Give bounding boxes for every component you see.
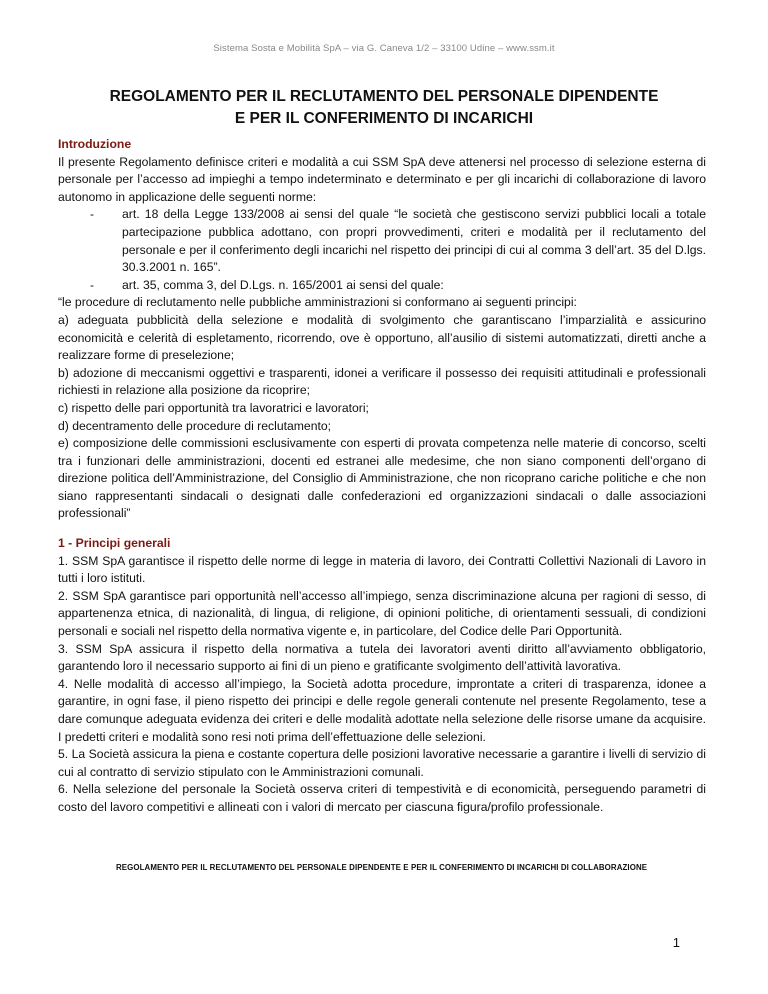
section1-item: 6. Nella selezione del personale la Società osserva criteri di tempestività e di economicità, perseguendo parametri di costo del lavoro competitivi e allineati con i valori di mercato per ciascuna figura/profilo professionale. [58,782,706,814]
intro-bullet-text: art. 35, comma 3, del D.Lgs. n. 165/2001 ai sensi del quale: [122,277,444,292]
intro-bullet: - art. 18 della Legge 133/2008 ai sensi del quale “le società che gestiscono servizi pubblici locali a totale partecipazione pubblica adottano, con propri provvedimenti, criteri e modalità per il reclutamento del personale e per il conferimento degli incarichi nel rispetto dei principi di cui al comma 3 dell’art. 35 del D.lgs. 30.3.2001 n. 165”. [90,207,706,275]
quote-intro: “le procedure di reclutamento nelle pubbliche amministrazioni si conformano ai seguenti principi: [58,295,577,310]
title-line-2: E PER IL CONFERIMENTO DI INCARICHI [234,110,534,127]
principle-item: b) adozione di meccanismi oggettivi e trasparenti, idonei a verificare il possesso dei requisiti attitudinali e professionali richiesti in relazione alla posizione da ricoprire; [58,365,706,398]
principle-item: e) composizione delle commissioni esclusivamente con esperti di provata competenza nelle materie di concorso, scelti tra i funzionari delle amministrazioni, docenti ed estranei alle medesime, che non siano componenti dell’organo di direzione politica dell’Amministrazione, del Consiglio di Amministrazione, che non ricoprano cariche politiche e che non siano rappresentanti sindacali o designati dalle confederazioni ed organizzazioni sindacali o dalle associazioni professionali” [58,436,706,521]
running-header: Sistema Sosta e Mobilità SpA – via G. Caneva 1/2 – 33100 Udine – www.ssm.it [213,43,555,54]
principle-item: d) decentramento delle procedure di reclutamento; [58,418,332,433]
document-title [60,86,708,130]
section1-item: 2. SSM SpA garantisce pari opportunità nell’accesso all’impiego, senza discriminazione alcuna per ragioni di sesso, di appartenenza etnica, di nazionalità, di lingua, di religione, di opinioni politiche, di orientamenti sessuali, di condizioni personali e sociali nel rispetto della normativa vigente e, in particolare, del Codice delle Pari Opportunità. [58,588,706,639]
section1-item: 3. SSM SpA assicura il rispetto della normativa a tutela dei lavoratori aventi diritto all’avviamento obbligatorio, garantendo loro il necessario supporto ai fini di un pieno e gratificante svolgimento dell’attività lavorativa. [58,641,706,674]
document-body [58,136,706,817]
intro-paragraph: Il presente Regolamento definisce criteri e modalità a cui SSM SpA deve attenersi nel processo di selezione esterna di personale per l’accesso ad impieghi a tempo indeterminato e determinato e per gli incarichi di collaborazione di lavoro autonomo in applicazione delle seguenti norme: [58,154,706,204]
section1-item: 4. Nelle modalità di accesso all’impiego, la Società adotta procedure, improntate a criteri di trasparenza, idonee a garantire, in ogni fase, il pieno rispetto dei principi e delle regole generali contenute nel presente Regolamento, tese a dare comunque adeguata evidenza dei criteri e delle modalità adottate nella selezione delle risorse umane da acquisire. I predetti criteri e modalità sono resi noti prima dell’effettuazione delle selezioni. [58,676,706,744]
principle-item: a) adeguata pubblicità della selezione e modalità di svolgimento che garantiscano l’imparzialità e assicurino economicità e celerità di espletamento, ricorrendo, ove è opportuno, all’ausilio di sistemi automatizzati, diretti anche a realizzare forme di preselezione; [58,312,706,363]
section1-heading: 1 - Principi generali [58,536,171,551]
intro-heading: Introduzione [58,137,132,151]
principle-item: c) rispetto delle pari opportunità tra lavoratrici e lavoratori; [58,400,369,415]
body-text [58,136,706,817]
intro-bullet-text: art. 18 della Legge 133/2008 ai sensi del quale “le società che gestiscono servizi pubblici locali a totale partecipazione pubblica adottano, con propri provvedimenti, criteri e modalità per il reclutamento del personale e per il conferimento degli incarichi nel rispetto dei principi di cui al comma 3 dell’art. 35 del D.lgs. 30.3.2001 n. 165”. [122,207,706,275]
section-gap [58,523,706,535]
page-footer: REGOLAMENTO PER IL RECLUTAMENTO DEL PERSONALE DIPENDENTE E PER IL CONFERIMENTO DI INCARICHI DI COLLABORAZIONE [116,863,648,872]
section1-item: 5. La Società assicura la piena e costante copertura delle posizioni lavorative necessarie a garantire i livelli di servizio di cui al contratto di servizio stipulato con le Amministrazioni comunali. [58,747,706,779]
page-number: 1 [672,935,680,950]
intro-bullet: - art. 35, comma 3, del D.Lgs. n. 165/2001 ai sensi del quale: [90,277,444,292]
title-line-1: REGOLAMENTO PER IL RECLUTAMENTO DEL PERSONALE DIPENDENTE [109,88,659,105]
section1-item: 1. SSM SpA garantisce il rispetto delle norme di legge in materia di lavoro, dei Contratti Collettivi Nazionali di Lavoro in tutti i loro istituti. [58,553,706,586]
